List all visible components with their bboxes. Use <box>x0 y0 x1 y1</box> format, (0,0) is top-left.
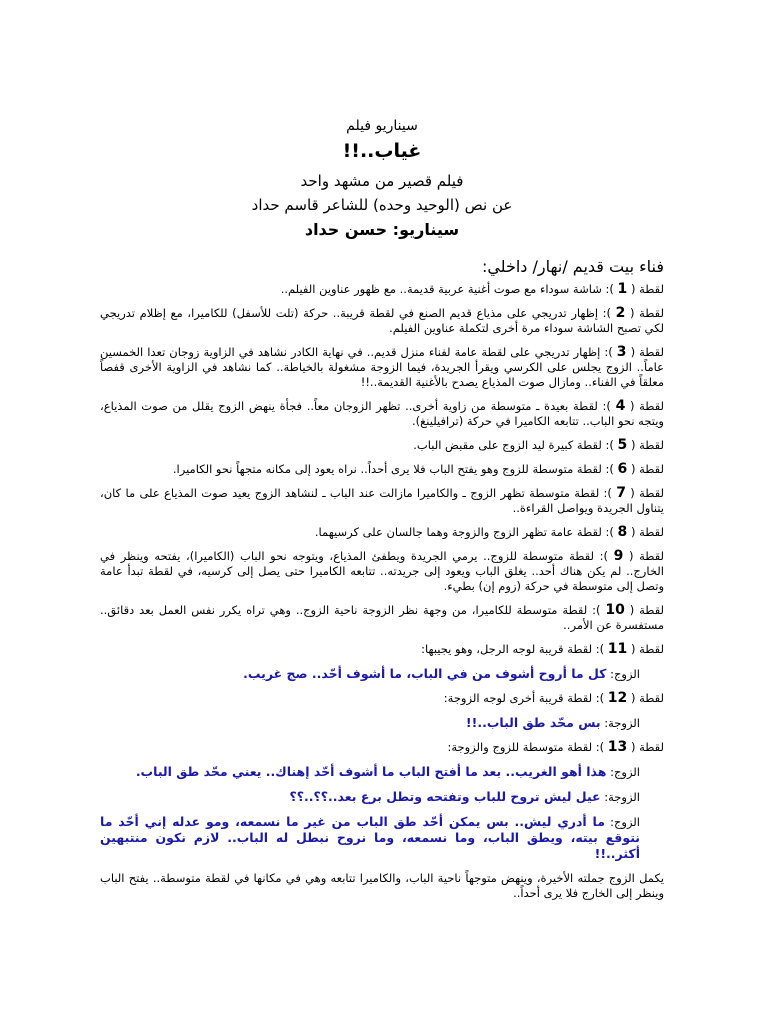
dialogue-line: الزوج: هذا أهو الغريب.. بعد ما أفتح الباب ما أشوف أحّد إهناك.. يعني محّد طق الباب. <box>135 764 640 779</box>
closing-paragraph: يكمل الزوج جملته الأخيرة، وينهض متوجهاً ناحية الباب، والكاميرا تتابعه وهي في مكانها في لقطة متوسطة.. يفتح الباب وينظر إلى الخارج فلا يرى أحداً.. <box>100 871 664 900</box>
film-title: غياب..!! <box>342 140 422 162</box>
shot-11: لقطة ( 11 ): لقطة قريبة لوجه الرجل، وهو يجيبها: <box>421 641 664 657</box>
dialogue-line: الزوج: ما أدري ليش.. بس يمكن أحّد طق الباب من غير ما نسمعه، ومو عدله إني أحّد ما نتوقع بيته، ويطق الباب، وما نسمعه، وما نروح نبطل له الباب.. لازم نكون منتبهين أكثر..!! <box>100 814 640 861</box>
author-credit: سيناريو: حسن حداد <box>304 220 460 239</box>
document-kind: سيناريو فيلم <box>346 118 418 134</box>
dialogue-line: الزوجة: عيل ليش تروح للباب وتفتحه وتطل برع بعد..؟؟..؟؟ <box>289 789 640 804</box>
shot-5: لقطة ( 5 ): لقطة كبيرة ليد الزوج على مقبض الباب. <box>413 437 664 453</box>
film-subtitle: فيلم قصير من مشهد واحد <box>300 172 464 190</box>
shot-8: لقطة ( 8 ): لقطة عامة تظهر الزوج والزوجة وهما جالسان على كرسيهما. <box>314 524 664 540</box>
shot-12: لقطة ( 12 ): لقطة قريبة أخرى لوجه الزوجة: <box>443 690 664 706</box>
shot-list <box>100 282 664 657</box>
shot-2: لقطة ( 2 ): إظهار تدريجي على مذياع قديم الصنع في لقطة قريبة.. حركة (تلت للأسفل) للكاميرا، مع إظلام تدريجي لكي تصبح الشاشة سوداء مرة أخرى لتكملة عناوين الفيلم. <box>100 305 664 335</box>
shot-7: لقطة ( 7 ): لقطة متوسطة تظهر الزوج ـ والكاميرا مازالت عند الباب ـ لنشاهد الزوج يعيد صوت المذياع على ما كان، يتناول الجريدة ويواصل القراءة.. <box>100 485 665 515</box>
source-credit: عن نص (الوحيد وحده) للشاعر قاسم حداد <box>251 196 513 214</box>
shot-13: لقطة ( 13 ): لقطة متوسطة للزوج والزوجة: <box>447 739 664 755</box>
shot-1: لقطة ( 1 ): شاشة سوداء مع صوت أغنية عربية قديمة.. مع ظهور عناوين الفيلم.. <box>280 281 664 297</box>
shot-6: لقطة ( 6 ): لقطة متوسطة للزوج وهو يفتح الباب فلا يرى أحداً.. نراه يعود إلى مكانه متجهاً نحو الكاميرا. <box>172 461 664 477</box>
shot-4: لقطة ( 4 ): لقطة بعيدة ـ متوسطة من زاوية أخرى.. تظهر الزوجان معاً.. فجأة ينهض الزوج يقلل من صوت المذياع، ويتجه نحو الباب.. تتابعه الكاميرا في حركة (ترافيلينغ). <box>100 398 665 428</box>
shot-10: لقطة ( 10 ): لقطة متوسطة للكاميرا، من وجهة نظر الزوجة ناحية الزوج.. وهي تراه يكرر نفس العمل بعد دقائق.. مستفسرة عن الأمر.. <box>100 602 665 632</box>
dialogue-line: الزوجة: بس محّد طق الباب..!! <box>465 715 640 730</box>
screenplay-page <box>100 118 664 901</box>
scene-heading: فناء بيت قديم /نهار/ داخلي: <box>481 257 664 276</box>
dialogue-line: الزوج: كل ما أروح أشوف من في الباب، ما أشوف أحّد.. صج غريب. <box>243 666 640 681</box>
shot-9: لقطة ( 9 ): لقطة متوسطة للزوج.. يرمي الجريدة ويطفئ المذياع، ويتوجه نحو الباب (الكاميرا)، يفتحه وينظر في الخارج.. لم يكن هناك أحد.. يغلق الباب ويعود إلى جريدته.. تتابعه الكاميرا حتى يصل إلى كرسيه، في لقطة تبدأ عامة وتصل إلى متوسطة في حركة (زوم إن) بطيء. <box>100 548 665 593</box>
shot-3: لقطة ( 3 ): إظهار تدريجي على لقطة عامة لفناء منزل قديم.. في نهاية الكادر نشاهد في الزاوية زوجان تعدا الخمسين عاماً.. الزوج يجلس على الكرسي ويقرأ الجريدة، فيما الزوجة مشغولة بالخياطة.. كما نشاهد في الزاوية الأخرى قفصاً معلقاً في الفناء.. ومازال صوت المذياع يصدح بالأغنية القديمة..!! <box>100 344 665 389</box>
title-block <box>100 118 664 239</box>
